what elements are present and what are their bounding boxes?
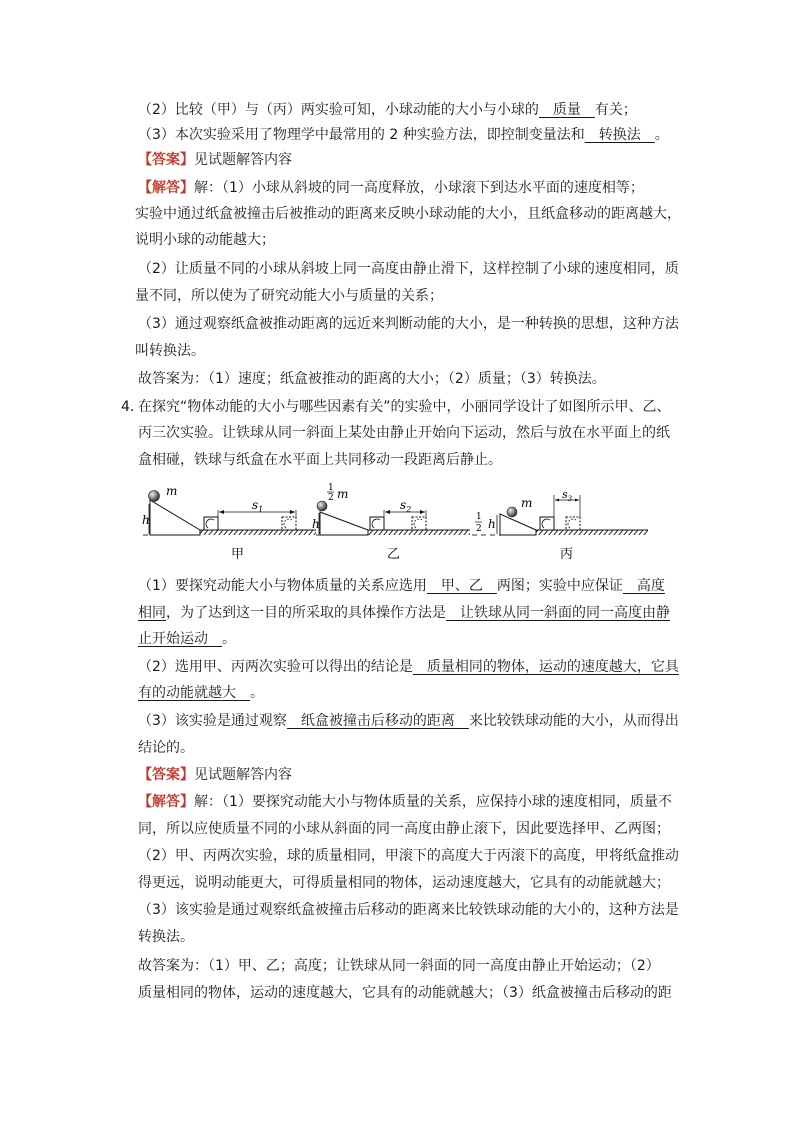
s3-label: $s_3$ bbox=[562, 488, 573, 503]
q4-part2-text: （2）选用甲、丙两次实验可以得出的结论是 bbox=[138, 659, 413, 675]
ball bbox=[507, 507, 517, 517]
analysis-tag: 【解答】 bbox=[138, 794, 194, 810]
q3-analysis-line: 说明小球的动能越大； bbox=[135, 232, 275, 248]
ground bbox=[368, 530, 470, 535]
m-label: m bbox=[166, 484, 178, 498]
q4-part1-answer3-cont: 止开始运动 bbox=[138, 631, 222, 647]
h-label: h bbox=[142, 513, 150, 527]
q3-part2 bbox=[0, 99, 794, 121]
q4-part3-line1 bbox=[0, 710, 794, 732]
ground bbox=[536, 530, 648, 535]
q4-stem-text: 在探究“物体动能的大小与哪些因素有关”的实验中，小丽同学设计了如图所示甲、乙、 bbox=[138, 399, 671, 415]
q4-final-answer-line: 质量相同的物体，运动的速度越大，它具有的动能就越大；（3）纸盒被撞击后移动的距 bbox=[138, 985, 672, 1001]
ground bbox=[200, 530, 316, 535]
q4-part1-answer2-cont: 相同 bbox=[138, 605, 166, 621]
q4-part2-answer-cont: 有的动能就越大 bbox=[138, 685, 250, 701]
ball bbox=[317, 501, 327, 511]
q4-stem-line: 盒相碰，铁球与纸盒在水平面上共同移动一段距离后静止。 bbox=[138, 452, 502, 468]
q4-part1-text: 两图；实验中应保证 bbox=[496, 578, 623, 594]
m-label: m bbox=[337, 487, 349, 501]
q3-analysis-line: 量不同，所以使为了研究动能大小与质量的关系； bbox=[135, 288, 443, 304]
q4-part2-answer: 质量相同的物体，运动的速度越大，它具 bbox=[412, 659, 679, 675]
question-number: 4． bbox=[121, 399, 144, 415]
q4-part1-line3 bbox=[0, 628, 794, 650]
h-label: h bbox=[488, 517, 496, 531]
answer-text: 见试题解答内容 bbox=[194, 767, 292, 783]
q4-analysis-line: （3）该实验是通过观察纸盒被撞击后移动的距离来比较铁球动能的大小的，这种方法是 bbox=[138, 902, 679, 918]
q4-analysis-line bbox=[0, 791, 794, 813]
q3-part3 bbox=[0, 124, 794, 146]
analysis-tag: 【解答】 bbox=[138, 180, 194, 196]
experiment-figure bbox=[138, 482, 658, 560]
q3-answer bbox=[0, 149, 794, 171]
s2-label: $s_2$ bbox=[400, 498, 412, 514]
q4-analysis-line: 转换法。 bbox=[138, 929, 194, 945]
setup-yi bbox=[312, 483, 470, 560]
analysis-text: 解：（1）要探究动能大小与物体质量的关系，应保持小球的速度相同，质量不 bbox=[194, 794, 672, 810]
q4-stem-line bbox=[0, 396, 794, 418]
label-yi: 乙 bbox=[387, 547, 401, 560]
q3-analysis-line: 实验中通过纸盒被撞击后被推动的距离来反映小球动能的大小，且纸盒移动的距离越大， bbox=[135, 206, 681, 222]
q4-stem-line: 丙三次实验。让铁球从同一斜面上某处由静止开始向下运动，然后与放在水平面上的纸 bbox=[138, 425, 670, 441]
q4-part2-text-end: 。 bbox=[250, 685, 264, 701]
q4-part2-line2 bbox=[0, 682, 794, 704]
q4-analysis-line: 得更远，说明动能更大，可得质量相同的物体，运动速度越大，它具有的动能就越大； bbox=[138, 875, 670, 891]
s1-label: $s_1$ bbox=[252, 498, 264, 514]
q3-analysis-line bbox=[0, 177, 794, 199]
setup-jia bbox=[142, 484, 316, 560]
q3-part3-text-end: 。 bbox=[654, 127, 669, 143]
q4-part1-answer3: 让铁球从同一斜面的同一高度由静 bbox=[446, 605, 670, 621]
q4-part2-line1 bbox=[0, 656, 794, 678]
q4-part1-line1 bbox=[0, 575, 794, 597]
q4-part1-text-end: 。 bbox=[222, 631, 236, 647]
svg-text:2: 2 bbox=[476, 524, 482, 534]
q3-part2-text: （2）比较（甲）与（丙）两实验可知，小球动能的大小与小球的 bbox=[138, 102, 539, 118]
label-jia: 甲 bbox=[231, 547, 245, 560]
incline bbox=[150, 500, 200, 535]
q4-part1-line2 bbox=[0, 602, 794, 624]
q4-part3-line2: 结论的。 bbox=[138, 740, 194, 756]
q4-part3-text: （3）该实验是通过观察 bbox=[138, 713, 287, 729]
q3-final-answer: 故答案为：（1）速度；纸盒被推动的距离的大小；（2）质量；（3）转换法。 bbox=[138, 371, 606, 387]
q3-analysis-line: （3）通过观察纸盒被推动距离的远近来判断动能的大小，是一种转换的思想，这种方法 bbox=[138, 316, 679, 332]
q4-part1-answer1: 甲、乙 bbox=[426, 578, 497, 594]
q4-analysis-line: 同，所以应使质量不同的小球从斜面的同一高度由静止滚下，因此要选择甲、乙两图； bbox=[138, 821, 670, 837]
q3-part2-answer: 质量 bbox=[538, 102, 595, 118]
half-fraction bbox=[327, 483, 334, 503]
q4-part1-text: （1）要探究动能大小与物体质量的关系应选用 bbox=[138, 578, 427, 594]
svg-text:1: 1 bbox=[476, 512, 482, 522]
q3-analysis-line: 叫转换法。 bbox=[135, 343, 205, 359]
q3-part3-answer: 转换法 bbox=[584, 127, 655, 143]
svg-text:2: 2 bbox=[328, 493, 334, 503]
q4-analysis-line: （2）甲、丙两次实验，球的质量相同，甲滚下的高度大于丙滚下的高度，甲将纸盒推动 bbox=[138, 848, 679, 864]
ball bbox=[149, 491, 160, 502]
q4-part1-text: ，为了达到这一目的所采取的具体操作方法是 bbox=[166, 605, 446, 621]
m-label: m bbox=[521, 496, 533, 510]
label-bing: 丙 bbox=[560, 547, 574, 560]
half-fraction bbox=[475, 512, 482, 534]
incline bbox=[320, 512, 368, 535]
q4-answer bbox=[0, 764, 794, 786]
analysis-text: 解：（1）小球从斜坡的同一高度释放，小球滚下到达水平面的速度相等； bbox=[194, 180, 644, 196]
q3-part2-text-end: 有关； bbox=[594, 102, 637, 118]
q4-part3-text: 来比较铁球动能的大小，从而得出 bbox=[468, 713, 679, 729]
q3-analysis-line: （2）让质量不同的小球从斜坡上同一高度由静止滑下，这样控制了小球的速度相同，质 bbox=[138, 261, 679, 277]
svg-text:1: 1 bbox=[328, 483, 334, 493]
answer-text: 见试题解答内容 bbox=[194, 152, 292, 168]
incline bbox=[500, 514, 536, 535]
q4-part1-answer2: 高度 bbox=[622, 578, 665, 594]
answer-tag: 【答案】 bbox=[138, 152, 194, 168]
q3-part3-text: （3）本次实验采用了物理学中最常用的 2 种实验方法，即控制变量法和 bbox=[138, 127, 585, 143]
q4-part3-answer: 纸盒被撞击后移动的距离 bbox=[286, 713, 469, 729]
setup-bing bbox=[472, 488, 648, 560]
figure-svg bbox=[138, 482, 658, 560]
q4-final-answer-line: 故答案为：（1）甲、乙；高度；让铁球从同一斜面的同一高度由静止开始运动；（2） bbox=[138, 958, 660, 974]
answer-tag: 【答案】 bbox=[138, 767, 194, 783]
h-label: h bbox=[312, 517, 320, 531]
